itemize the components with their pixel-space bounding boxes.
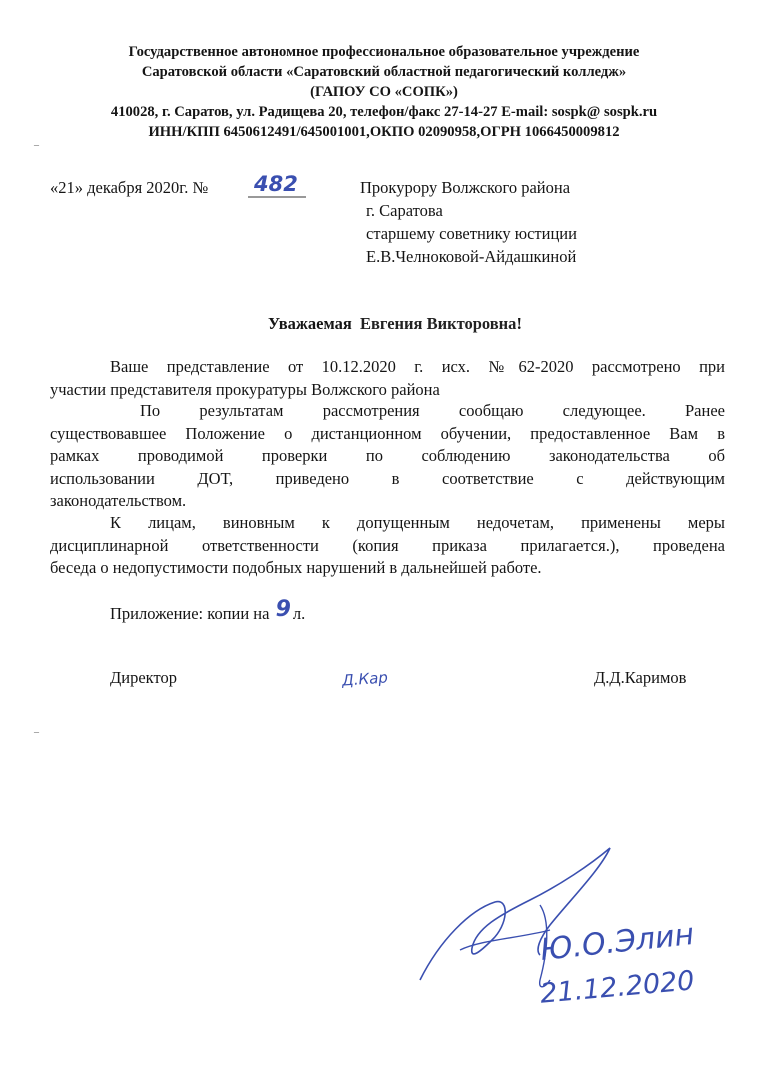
paragraph-line: К лицам, виновным к допущенным недочетам, применены меры	[110, 513, 725, 532]
handwritten-doc-number: 482	[254, 172, 298, 196]
paragraph-line: законодательством.	[50, 491, 187, 510]
paragraph-line: существовавшее Положение о дистанционном обучении, предоставленное Вам в	[50, 423, 725, 443]
org-address: 410028, г. Саратов, ул. Радищева 20, телефон/факс 27-14-27 E-mail: sospk@ sospk.ru	[110, 104, 658, 120]
attachment-suffix: л.	[292, 604, 306, 623]
paragraph-line: беседа о недопустимости подобных нарушений в дальнейшей работе.	[50, 558, 542, 577]
addressee-line-4: Е.В.Челноковой-Айдашкиной	[366, 247, 577, 266]
org-name-line-1: Государственное автономное профессиональное образовательное учреждение	[128, 44, 640, 60]
salutation	[268, 314, 522, 334]
scan-mark: ¯	[34, 145, 39, 156]
org-registration: ИНН/КПП 6450612491/645001001,ОКПО 02090958,ОГРН 1066450009812	[148, 124, 620, 140]
date-line: «21» декабря 2020г. №	[50, 178, 209, 197]
org-name-line-2: Саратовской области «Саратовский областной педагогический колледж»	[141, 64, 627, 80]
handwritten-page-count: 9	[275, 597, 291, 622]
attachment-line	[110, 597, 306, 624]
salutation-prefix: Уважаемая	[268, 314, 352, 333]
org-abbreviation: (ГАПОУ СО «СОПК»)	[310, 84, 458, 100]
addressee-line-1: Прокурору Волжского района	[360, 178, 571, 197]
signatory-name: Д.Д.Каримов	[594, 668, 687, 687]
paragraph-line: использовании ДОТ, приведено в соответствие с действующим	[50, 468, 725, 488]
paragraph-line: Ваше представление от 10.12.2020 г. исх. №62-2020 рассмотрено при	[110, 357, 725, 376]
paragraph-line: рамках проводимой проверки по соблюдению законодательства об	[50, 446, 725, 465]
paragraph-line: дисциплинарной ответственности (копия приказа прилагается.), проведена	[50, 535, 725, 555]
signatory-title: Директор	[110, 668, 177, 687]
paragraph-line: По результатам рассмотрения сообщаю следующее. Ранее	[140, 401, 725, 420]
director-signature: Д.Кар	[341, 668, 389, 690]
addressee-line-3: старшему советнику юстиции	[366, 224, 577, 243]
paragraph-3	[50, 512, 725, 580]
salutation-name: Евгения Викторовна	[360, 314, 517, 333]
paragraph-line: участии представителя прокуратуры Волжского района	[50, 379, 440, 399]
paragraph-2	[50, 400, 725, 513]
paragraph-1	[50, 356, 725, 401]
handwritten-receipt-date: 21.12.2020	[538, 965, 696, 1010]
salutation-suffix: !	[516, 314, 522, 333]
handwritten-receiver-name: Ю.О.Элин	[538, 917, 696, 968]
addressee-line-2: г. Саратова	[366, 201, 443, 220]
scan-mark: ¯	[34, 732, 39, 743]
attachment-prefix: Приложение: копии на	[110, 604, 270, 623]
letterhead	[0, 42, 768, 142]
doc-number-underline	[248, 193, 308, 201]
